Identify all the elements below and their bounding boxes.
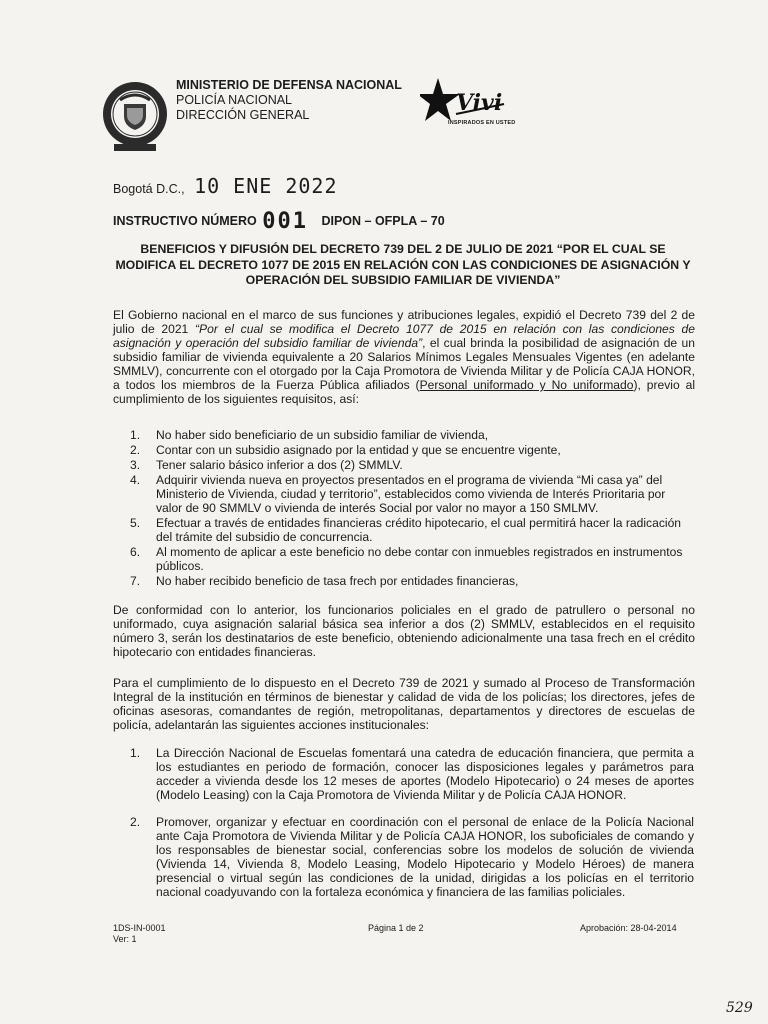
actions-list [130,746,694,912]
city: Bogotá D.C., [113,182,185,196]
list-item [130,473,694,515]
direction-name: DIRECCIÓN GENERAL [176,108,310,122]
ministry-name: MINISTERIO DE DEFENSA NACIONAL [176,78,402,92]
list-item [130,815,694,899]
document-version: Ver: 1 [113,934,137,944]
list-number: 6. [130,545,141,559]
list-item [130,545,694,573]
intro-text-a: El Gobierno nacional en el marco de sus funciones y atribuciones legales, expidió el Decreto 739 del 2 de julio de 2021 [113,308,695,336]
approval-date: Aprobación: 28-04-2014 [580,923,677,933]
list-item [130,458,694,472]
list-number: 2. [130,443,141,457]
list-number: 2. [130,815,141,829]
list-text: Contar con un subsidio asignado por la entidad y que se encuentre vigente, [156,443,561,457]
instructive-label: INSTRUCTIVO NÚMERO [113,214,257,228]
list-text: La Dirección Nacional de Escuelas fomentará una catedra de educación financiera, que permita a los estudiantes en periodo de formación, conocer las disposiciones legales y parámetros para acceder a vivienda desde los 12 meses de aportes (Modelo Hipotecario) o 24 meses de aportes (Modelo Leasing) con la Caja Promotora de Vivienda Militar y de Policía CAJA HONOR. [156,746,694,802]
list-item [130,574,694,588]
instructive-code: DIPON – OFPLA – 70 [321,214,445,228]
list-number: 1. [130,428,141,442]
list-item [130,746,694,802]
list-number: 7. [130,574,141,588]
intro-text-c: , el cual brinda la posibilidad de asignación de un subsidio familiar de vivienda equivalente a 20 Salarios Mínimos Legales Mensuales Vigentes (en adelante SMMLV), concurrente con el otorgado por la Caja Promotora de Vivienda Militar y de Policía CAJA HONOR, a todos los miembros de la Fuerza Pública afiliados ( [113,336,696,392]
handwritten-folio: 529 [726,1000,753,1016]
place-date [113,174,338,198]
instructive-number: 001 [262,209,308,234]
list-number: 5. [130,516,141,530]
list-item [130,428,694,442]
list-text: No haber sido beneficiario de un subsidio familiar de vivienda, [156,428,489,442]
footer-code [113,923,166,945]
list-text: Efectuar a través de entidades financieras crédito hipotecario, el cual permitirá hacer la radicación del trámite del subsidio de concurrencia. [156,516,682,544]
decree-title-italic: “Por el cual se modifica el Decreto 1077 de 2015 en relación con las condiciones de asignación y operación del subsidio familiar de vivienda” [113,322,695,350]
personnel-underlined: Personal uniformado y No uniformado [419,378,634,392]
paragraph-actions-intro: Para el cumplimiento de lo dispuesto en el Decreto 739 de 2021 y sumado al Proceso de Transformación Integral de la institución en términos de bienestar y calidad de vida de los policías; los directores, jefes de oficinas asesoras, comandantes de región, metropolitanas, departamentos y directores de escuelas de policía, adelantarán las siguientes acciones institucionales: [113,676,695,732]
ministry-header [176,78,402,123]
document-code: 1DS-IN-0001 [113,923,166,933]
instructive-line [113,209,445,234]
list-text: No haber recibido beneficio de tasa frech por entidades financieras, [156,574,519,588]
list-text: Adquirir vivienda nueva en proyectos presentados en el programa de vivienda “Mi casa ya” del Ministerio de Vivienda, ciudad y territorio”, establecidos como vivienda de Interés Prioritaria por valor de 90 SMMLV o vivienda de interés Social por valor no mayor a 150 SMLMV. [156,473,666,515]
issue-date: 10 ENE 2022 [194,174,338,198]
list-item [130,443,694,457]
list-number: 3. [130,458,141,472]
paragraph-beneficiaries: De conformidad con lo anterior, los funcionarios policiales en el grado de patrullero o personal no uniformado, cuya asignación salarial básica sea inferior a dos (2) SMMLV, establecidos en el requisito número 3, serán los destinatarios de este beneficio, obteniendo adicionalmente una tasa frech en el crédito hipotecario con entidades financieras. [113,603,695,659]
paragraph-intro [113,308,695,406]
list-number: 1. [130,746,141,760]
page-number: Página 1 de 2 [368,923,424,933]
document-title: BENEFICIOS Y DIFUSIÓN DEL DECRETO 739 DEL 2 DE JULIO DE 2021 “POR EL CUAL SE MODIFICA EL DECRETO 1077 DE 2015 EN RELACIÓN CON LAS CONDICIONES DE ASIGNACIÓN Y OPERACIÓN DEL SUBSIDIO FAMILIAR DE VIVIENDA” [115,242,691,287]
list-text: Al momento de aplicar a este beneficio no debe contar con inmuebles registrados en instrumentos públicos. [156,545,683,573]
police-seal-icon [100,78,170,156]
list-number: 4. [130,473,141,487]
vivi-tagline: INSPIRADOS EN USTED [448,120,516,126]
svg-text:Vivi: Vivi [456,90,503,116]
list-text: Tener salario básico inferior a dos (2) SMMLV. [156,458,403,472]
intro-text-e: ), previo al cumplimiento de los siguientes requisitos, así: [113,378,696,406]
list-item [130,516,694,544]
list-text: Promover, organizar y efectuar en coordinación con el personal de enlace de la Policía Nacional ante Caja Promotora de Vivienda Militar y de Policía CAJA HONOR, los suboficiales de comando y los responsables de bienestar social, conferencias sobre los modelos de solución de vivienda (Vivienda 14, Vivienda 8, Modelo Leasing, Modelo Hipotecario y Modelo Héroes) de manera presencial o virtual según las condiciones de la unidad, dirigidas a los policías en el territorio nacional coadyuvando con la fortaleza económica y financiera de las familias policiales. [156,815,694,899]
police-name: POLICÍA NACIONAL [176,93,293,107]
requirements-list [130,428,694,589]
